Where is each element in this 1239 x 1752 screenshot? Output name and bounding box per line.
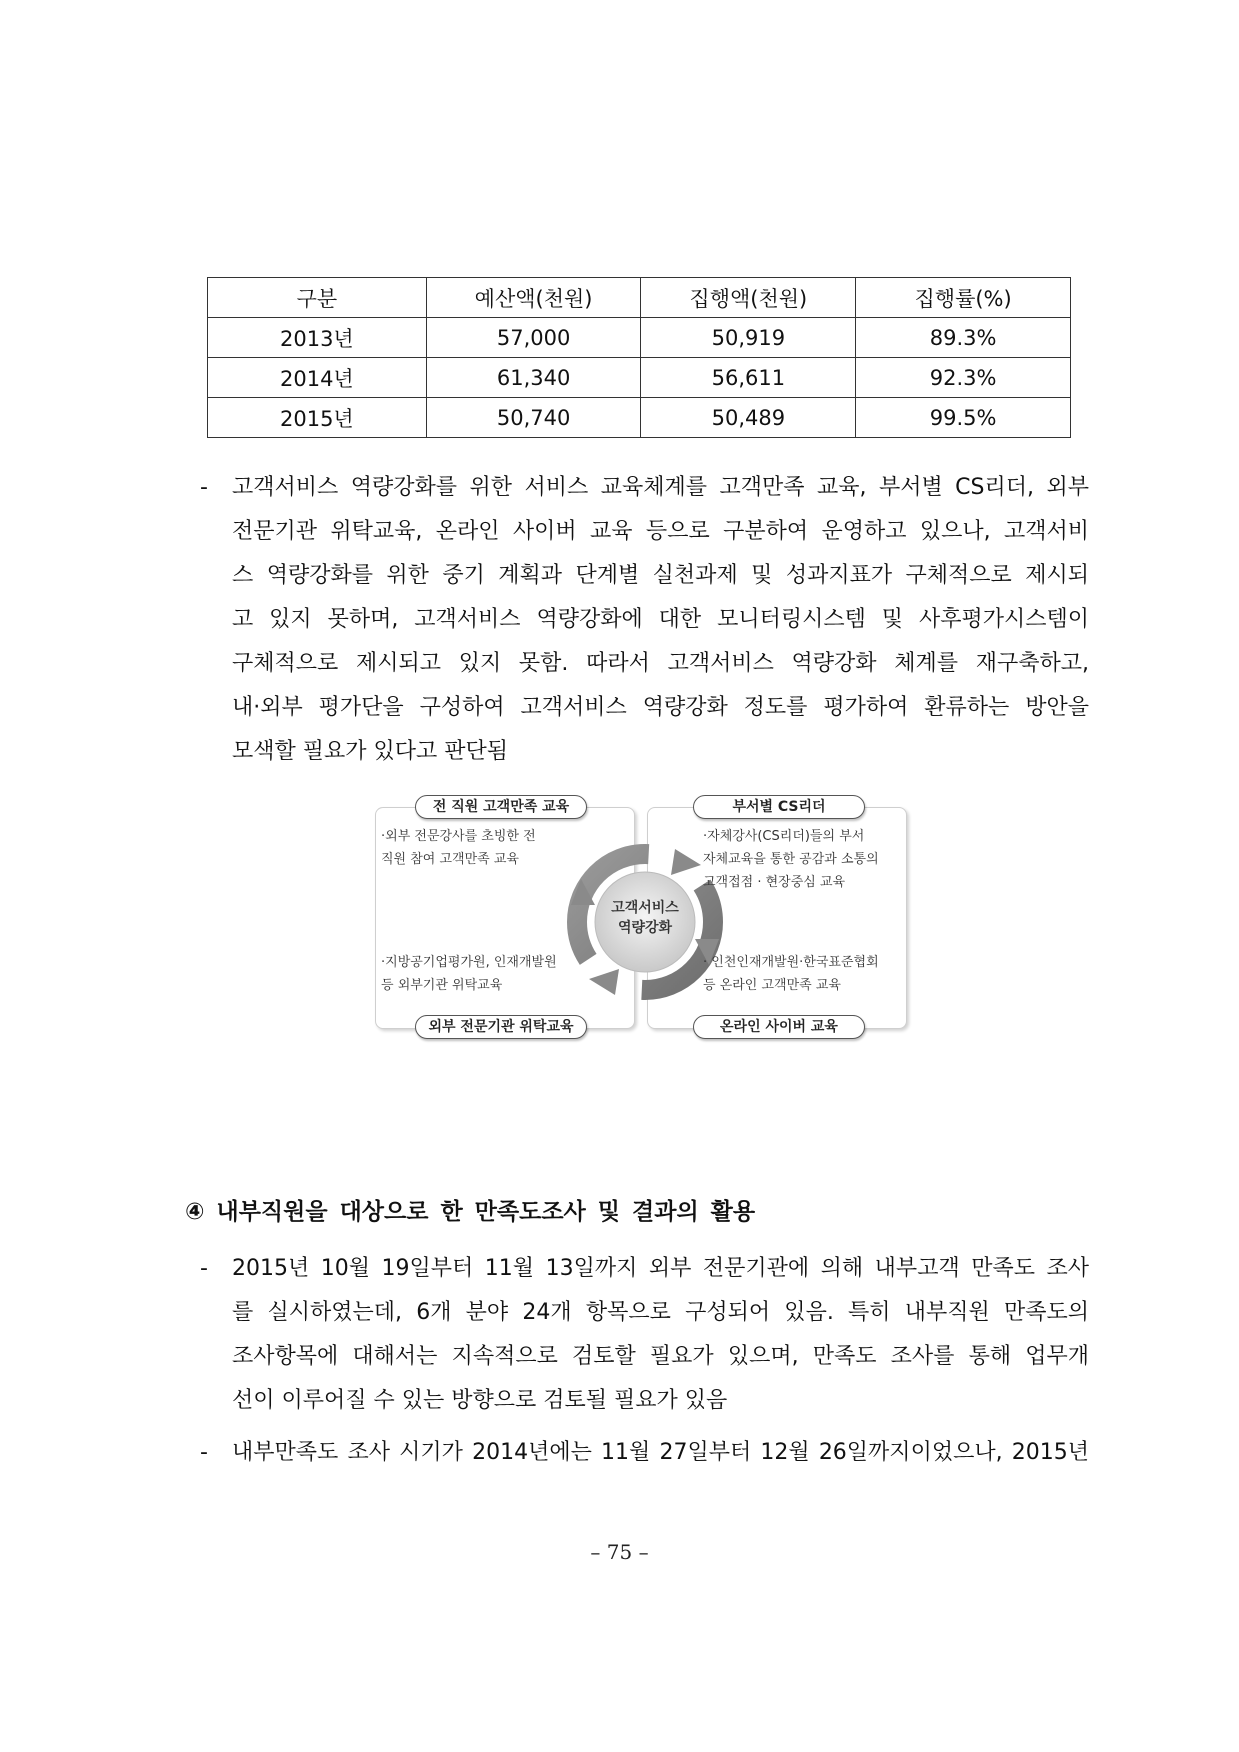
table-cell: 61,340: [426, 358, 641, 398]
table-row: [208, 358, 1071, 398]
pill-external-institution-training: 외부 전문기관 위탁교육: [415, 1015, 587, 1039]
paragraph-line: 스 역량강화를 위한 중기 계획과 단계별 실천과제 및 성과지표가 구체적으로 제시되: [232, 563, 1089, 588]
table-cell: 2013년: [208, 318, 427, 358]
table-cell: 56,611: [641, 358, 856, 398]
diagram-center-label: 고객서비스 역량강화: [611, 900, 679, 936]
table-cell: 99.5%: [856, 398, 1071, 438]
table-cell: 50,919: [641, 318, 856, 358]
table-cell: 57,000: [426, 318, 641, 358]
paragraph-line: 전문기관 위탁교육, 온라인 사이버 교육 등으로 구분하여 운영하고 있으나, 고객서비: [232, 519, 1089, 544]
paragraph-line: 구체적으로 제시되고 있지 못함. 따라서 고객서비스 역량강화 체계를 재구축하고,: [232, 651, 1089, 676]
paragraph-internal-survey: [200, 1247, 1089, 1423]
header-category: 구분: [208, 278, 427, 318]
header-execution-rate: 집행률(%): [856, 278, 1071, 318]
paragraph-line: 고 있지 못하며, 고객서비스 역량강화에 대한 모니터링시스템 및 사후평가시스템이: [232, 607, 1089, 632]
paragraph-line: 를 실시하였는데, 6개 분야 24개 항목으로 구성되어 있음. 특히 내부직원 만족도의: [232, 1300, 1089, 1325]
header-executed: 집행액(천원): [641, 278, 856, 318]
table-header-row: [208, 278, 1071, 318]
table-cell: 50,740: [426, 398, 641, 438]
pill-all-staff-training: 전 직원 고객만족 교육: [415, 795, 587, 819]
table-cell: 2014년: [208, 358, 427, 398]
table-row: [208, 318, 1071, 358]
page-number: – 75 –: [590, 1540, 649, 1564]
paragraph-line: 내부만족도 조사 시기가 2014년에는 11월 27일부터 12월 26일까지이었으나, 2015년: [232, 1440, 1089, 1465]
section-heading: ④ 내부직원을 대상으로 한 만족도조사 및 결과의 활용: [185, 1199, 756, 1225]
paragraph-line: 고객서비스 역량강화를 위한 서비스 교육체계를 고객만족 교육, 부서별 CS리더, 외부: [232, 475, 1089, 500]
bottom-left-description: ·지방공기업평가원, 인재개발원 등 외부기관 위탁교육: [381, 955, 557, 993]
paragraph-line: 선이 이루어질 수 있는 방향으로 검토될 필요가 있음: [232, 1388, 728, 1413]
paragraph-line: 조사항목에 대해서는 지속적으로 검토할 필요가 있으며, 만족도 조사를 통해 업무개: [232, 1344, 1089, 1369]
bullet-dash: -: [200, 1440, 208, 1465]
bottom-right-description: · 인천인재개발원·한국표준협회 등 온라인 고객만족 교육: [703, 955, 879, 993]
table-cell: 2015년: [208, 398, 427, 438]
pill-department-cs-leader: 부서별 CS리더: [693, 795, 865, 819]
bullet-dash: -: [200, 475, 208, 500]
table-cell: 92.3%: [856, 358, 1071, 398]
table-cell: 50,489: [641, 398, 856, 438]
bullet-dash: -: [200, 1256, 208, 1281]
paragraph-line: 내·외부 평가단을 구성하여 고객서비스 역량강화 정도를 평가하여 환류하는 방안을: [232, 695, 1089, 720]
paragraph-service-training: [200, 466, 1089, 774]
paragraph-line: 모색할 필요가 있다고 판단됨: [232, 739, 509, 764]
top-right-description: ·자체강사(CS리더)들의 부서 자체교육을 통한 공감과 소통의 고객접점 · 현장중심 교육: [703, 829, 879, 890]
table-row: [208, 398, 1071, 438]
header-budget: 예산액(천원): [426, 278, 641, 318]
table-cell: 89.3%: [856, 318, 1071, 358]
budget-execution-table: [207, 277, 1071, 438]
paragraph-line: 2015년 10월 19일부터 11월 13일까지 외부 전문기관에 의해 내부고객 만족도 조사: [232, 1256, 1089, 1281]
pill-online-cyber-training: 온라인 사이버 교육: [693, 1015, 865, 1039]
paragraph-survey-period: [200, 1431, 1089, 1475]
service-training-diagram: [375, 795, 915, 1045]
top-left-description: ·외부 전문강사를 초빙한 전 직원 참여 고객만족 교육: [381, 829, 536, 867]
